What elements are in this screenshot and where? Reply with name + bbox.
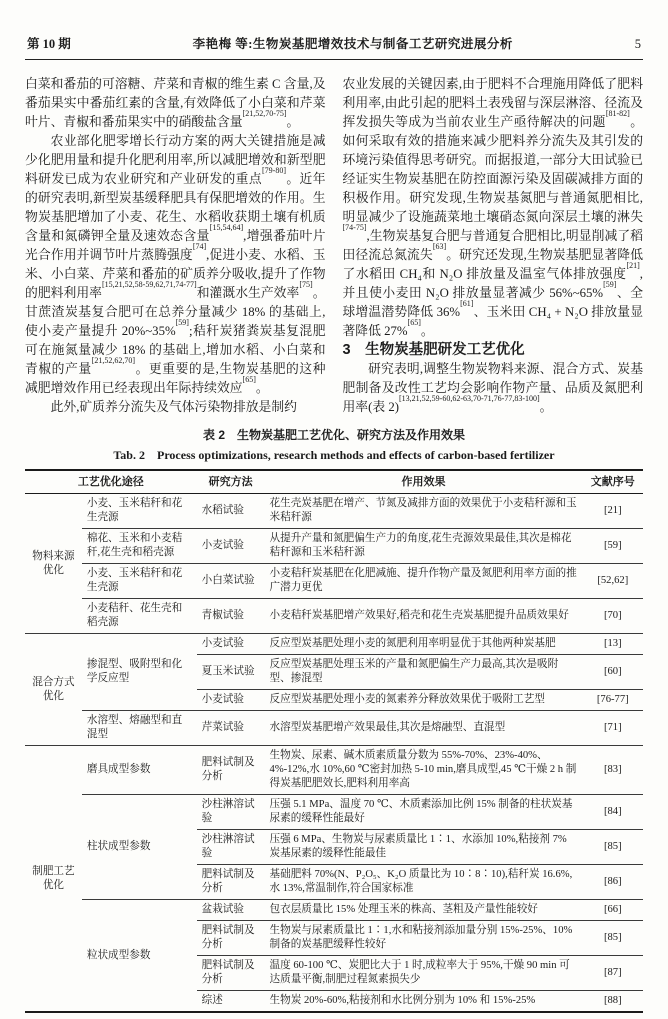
table-cell-sub: 小麦、玉米秸秆和花生壳源 bbox=[82, 494, 197, 529]
table-cell-sub: 水溶型、熔融型和直混型 bbox=[82, 711, 197, 746]
table-cell-effect: 基础肥料 70%(N、P₂O₅、K₂O 质量比为 10∶8∶10),秸秆炭 16.6%,水 13%,常温制作,符合国家标准 bbox=[265, 865, 583, 900]
col-header-effect: 作用效果 bbox=[265, 470, 583, 494]
table-cell-ref: [66] bbox=[583, 900, 643, 921]
table-caption-en: Tab. 2 Process optimizations, research methods and effects of carbon-based fertilizer bbox=[113, 448, 555, 462]
table-row bbox=[25, 711, 643, 746]
citation-superscript: [21,52,62,70] bbox=[91, 356, 136, 366]
table-cell-method: 肥料试制及分析 bbox=[197, 865, 265, 900]
table-cell-ref: [84] bbox=[583, 795, 643, 830]
table-cell-effect: 包衣层质量比 15% 处理玉米的株高、茎粗及产量性能较好 bbox=[265, 900, 583, 921]
citation-superscript: [63] bbox=[432, 242, 447, 252]
table-cell-effect: 压强 6 MPa、生物炭与尿素质量比 1∶1、水添加 10%,粘接剂 7% 炭基尿素的缓释性能最佳 bbox=[265, 830, 583, 865]
table-cell-effect: 水溶型炭基肥增产效果最佳,其次是熔融型、直混型 bbox=[265, 711, 583, 746]
paragraph: 农业发展的关键因素,由于肥料不合理施用降低了肥料利用率,由此引起的肥料土表残留与深层淋溶、径流及挥发损失等成为当前农业生产亟待解决的问题[81-82]。如何采取有效的措施来减少肥料养分流失及其引发的环境污染值得思考研究。而据报道,一部分大田试验已经证实生物炭基肥在防控面源污染及固碳减排方面的积极作用。研究发现,生物炭基氮肥与普通氮肥相比,明显减少了设施蔬菜地土壤硝态氮向深层土壤的淋失[74-75],生物炭基复合肥与普通复合肥相比,明显削减了稻田径流总氮流失[63]。研究还发现,生物炭基肥显著降低了水稻田 CH₄和 N₂O 排放量及温室气体排放强度[21],并且使小麦田 N₂O 排放量显著减少 56%~65%[59]、全球增温潜势降低 36%[61]、玉米田 CH₄ + N₂O 排放量显著降低 27%[65]。 bbox=[342, 77, 644, 338]
table-cell-effect: 小麦秸秆炭基肥在化肥减施、提升作物产量及氮肥利用率方面的推广潜力更优 bbox=[265, 564, 583, 599]
citation-superscript: [79-80] bbox=[262, 166, 286, 176]
table-cell-group: 制肥工艺优化 bbox=[32, 865, 75, 891]
right-column bbox=[343, 75, 644, 417]
table-cell-effect: 压强 5.1 MPa、温度 70 ℃、木质素添加比例 15% 制备的柱状炭基尿素的缓释性能最好 bbox=[265, 795, 583, 830]
table-row bbox=[25, 564, 643, 599]
citation-superscript: [21] bbox=[626, 261, 640, 271]
citation-superscript: [65] bbox=[242, 375, 256, 385]
table-cell-sub: 粒状成型参数 bbox=[86, 949, 151, 961]
table-cell-method: 肥料试制及分析 bbox=[197, 921, 265, 956]
table-cell-method: 小麦试验 bbox=[197, 529, 265, 564]
table-cell-method: 肥料试制及分析 bbox=[197, 956, 265, 991]
table-cell-method: 小麦试验 bbox=[197, 690, 265, 711]
table-cell-sub: 磨具成型参数 bbox=[82, 746, 197, 795]
table-cell-method: 青椒试验 bbox=[197, 599, 265, 634]
table-cell-method: 沙柱淋溶试验 bbox=[197, 795, 265, 830]
table-row bbox=[25, 746, 643, 795]
table-cell-ref: [76-77] bbox=[583, 690, 643, 711]
table-cell-effect: 生物炭、尿素、碱木质素质量分数为 55%-70%、23%-40%、4%-12%,水 10%,60 ℃密封加热 5-10 min,磨具成型,45 ℃干燥 2 h 制得炭基肥肥效长,肥料利用率高 bbox=[265, 746, 583, 795]
paragraph: 此外,矿质养分流失及气体污染物排放是制约 bbox=[50, 400, 297, 414]
table-cell-effect: 反应型炭基肥处理小麦的氮肥利用率明显优于其他两种炭基肥 bbox=[265, 634, 583, 655]
table-cell-effect: 反应型炭基肥处理玉米的产量和氮肥偏生产力最高,其次是吸附型、掺混型 bbox=[265, 655, 583, 690]
table-cell-sub: 小麦、玉米秸秆和花生壳源 bbox=[82, 564, 197, 599]
body-columns bbox=[25, 75, 643, 417]
section-heading: 3 生物炭基肥研发工艺优化 bbox=[342, 342, 525, 358]
table-cell-method: 盆栽试验 bbox=[197, 900, 265, 921]
table-cell-ref: [52,62] bbox=[583, 564, 643, 599]
citation-superscript: [15,21,52,58-59,62,71,74-77] bbox=[102, 280, 197, 290]
running-title: 李艳梅 等:生物炭基肥增效技术与制备工艺研究进展分析 bbox=[192, 37, 513, 51]
paragraph: 研究表明,调整生物炭物料来源、混合方式、炭基肥制备及改性工艺均会影响作物产量、品质及氮肥利用率(表 2)[13,21,52,59-60,62-63,70-71,76-77,83-100]。 bbox=[342, 362, 643, 414]
citation-superscript: [81-82] bbox=[605, 109, 630, 119]
table-cell-method: 小白菜试验 bbox=[197, 564, 265, 599]
table-cell-method: 肥料试制及分析 bbox=[197, 746, 265, 795]
left-column bbox=[25, 75, 326, 417]
citation-superscript: [59] bbox=[175, 318, 189, 328]
citation-superscript: [21,52,70-75] bbox=[242, 109, 287, 119]
table-cell-ref: [71] bbox=[583, 711, 643, 746]
citation-superscript: [15,54,64] bbox=[209, 223, 244, 233]
table-cell-group: 混合方式优化 bbox=[25, 634, 82, 746]
table-cell-ref: [85] bbox=[583, 921, 643, 956]
table-cell-ref: [59] bbox=[583, 529, 643, 564]
table-cell-ref: [85] bbox=[583, 830, 643, 865]
table-cell-group: 物料来源优化 bbox=[25, 494, 82, 634]
table-cell-method: 夏玉米试验 bbox=[197, 655, 265, 690]
table-row bbox=[25, 494, 643, 529]
citation-superscript: [65] bbox=[407, 318, 421, 328]
table-cell-effect: 生物炭与尿素质量比 1∶1,水和粘接剂添加量分别 15%-25%、10% 制备的炭基肥缓释性较好 bbox=[265, 921, 583, 956]
table-2 bbox=[25, 469, 643, 1013]
table-cell-ref: [87] bbox=[583, 956, 643, 991]
table-cell-effect: 从提升产量和氮肥偏生产力的角度,花生壳源效果最佳,其次是棉花秸秆源和玉米秸秆源 bbox=[265, 529, 583, 564]
issue-label: 第 10 期 bbox=[27, 37, 71, 51]
citation-superscript: [75] bbox=[299, 280, 313, 290]
citation-superscript: [74] bbox=[192, 242, 207, 252]
page-number: 5 bbox=[634, 37, 641, 51]
table-cell-effect: 小麦秸秆炭基肥增产效果好,稻壳和花生壳炭基肥提升品质效果好 bbox=[265, 599, 583, 634]
paragraph: 白菜和番茄的可溶糖、芹菜和青椒的维生素 C 含量,及番茄果实中番茄红素的含量,有效降低了小白菜和芹菜叶片、青椒和番茄果实中的硝酸盐含量[21,52,70-75]。 bbox=[25, 77, 326, 129]
table-cell-ref: [13] bbox=[583, 634, 643, 655]
table-cell-ref: [83] bbox=[583, 746, 643, 795]
citation-superscript: [74-75] bbox=[342, 223, 367, 233]
table-cell-method: 沙柱淋溶试验 bbox=[197, 830, 265, 865]
table-cell-sub: 柱状成型参数 bbox=[82, 795, 197, 900]
table-caption-zh: 表 2 生物炭基肥工艺优化、研究方法及作用效果 bbox=[202, 428, 465, 442]
table-row bbox=[25, 529, 643, 564]
table-cell-effect: 花生壳炭基肥在增产、节氮及减排方面的效果优于小麦秸秆源和玉米秸秆源 bbox=[265, 494, 583, 529]
table-cell-sub: 掺混型、吸附型和化学反应型 bbox=[82, 634, 197, 711]
running-head bbox=[25, 34, 643, 60]
table-row bbox=[25, 599, 643, 634]
table-row bbox=[25, 634, 643, 655]
citation-superscript: [59] bbox=[603, 280, 617, 290]
table-row bbox=[25, 900, 643, 921]
table-cell-effect: 反应型炭基肥处理小麦的氮素养分释放效果优于吸附工艺型 bbox=[265, 690, 583, 711]
citation-superscript: [13,21,52,59-60,62-63,70-71,76-77,83-100] bbox=[399, 394, 540, 404]
table-cell-method: 水稻试验 bbox=[197, 494, 265, 529]
table-cell-method: 综述 bbox=[201, 995, 223, 1006]
col-header-ref: 文献序号 bbox=[583, 470, 643, 494]
table-cell-ref: [88] bbox=[603, 995, 622, 1006]
citation-superscript: [61] bbox=[460, 299, 474, 309]
table-cell-ref: [60] bbox=[583, 655, 643, 690]
table-cell-method: 芹菜试验 bbox=[197, 711, 265, 746]
table-row bbox=[25, 795, 643, 830]
col-header-method: 研究方法 bbox=[197, 470, 265, 494]
table-cell-method: 小麦试验 bbox=[197, 634, 265, 655]
table-cell-ref: [86] bbox=[583, 865, 643, 900]
table-header-row bbox=[25, 470, 643, 494]
table-cell-sub: 棉花、玉米和小麦秸秆,花生壳和稻壳源 bbox=[82, 529, 197, 564]
table-cell-sub: 小麦秸秆、花生壳和稻壳源 bbox=[82, 599, 197, 634]
paragraph: 农业部化肥零增长行动方案的两大关键措施是减少化肥用量和提升化肥利用率,所以减肥增效和新型肥料研发已成为农业研究和产业研发的重点[79-80]。近年的研究表明,新型炭基缓释肥具有保肥增效的作用。生物炭基肥增加了小麦、花生、水稻收获期土壤有机质含量和氮磷钾全量及速效态含量[15,54,64],增强番茄叶片光合作用并调节叶片蒸腾强度[74],促进小麦、水稻、玉米、小白菜、芹菜和番茄的矿质养分吸收,提升了作物的肥料利用率[15,21,52,58-59,62,71,74-77]和灌溉水生产效率[75]。甘蔗渣炭基复合肥可在总养分量减少 18% 的基础上,使小麦产量提升 20%~35%[59];秸秆炭猪粪炭基复混肥可在施氮量减少 18% 的基础上,增加水稻、小白菜和青椒的产量[21,52,62,70]。更重要的是,生物炭基肥的这种减肥增效作用已经表现出年际持续效应[65]。 bbox=[25, 134, 326, 395]
table-cell-ref: [21] bbox=[583, 494, 643, 529]
table-cell-effect: 温度 60-100 ℃、炭肥比大于 1 时,成粒率大于 95%,干燥 90 min 可达质量平衡,制肥过程氮素损失少 bbox=[265, 956, 583, 991]
table-cell-ref: [70] bbox=[583, 599, 643, 634]
col-header-path: 工艺优化途径 bbox=[25, 470, 197, 494]
table-cell-effect: 生物炭 20%-60%,粘接剂和水比例分别为 10% 和 15%-25% bbox=[269, 995, 536, 1006]
